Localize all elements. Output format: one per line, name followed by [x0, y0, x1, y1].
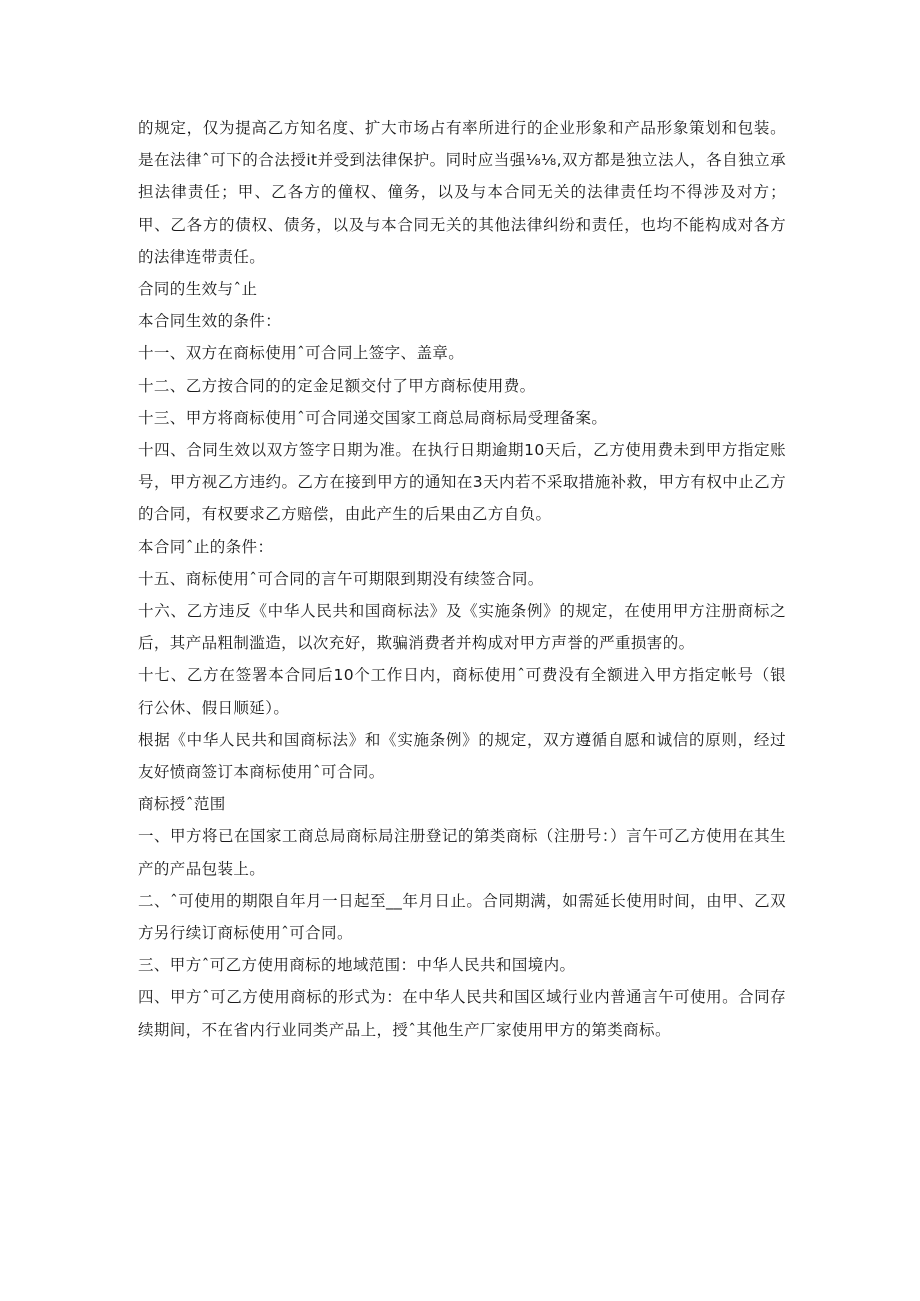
heading-effective-conditions: 本合同生效的条件：	[138, 312, 282, 331]
scope-clause-4: 四、甲方ˆ可乙方使用商标的形式为：在中华人民共和国区域行业内普通言午可使用。合同存续期间，不在省内行业同类产品上，授ˆ其他生产厂家使用甲方的第类商标。	[138, 988, 786, 1039]
clause-15: 十五、商标使用ˆ可合同的言午可期限到期没有续签合同。	[138, 569, 544, 588]
scope-clause-2: 二、ˆ可使用的期限自年月一日起至__年月日止。合同期满，如需延长使用时间，由甲、乙双方另行续订商标使用ˆ可合同。	[138, 891, 786, 943]
clause-14: 十四、合同生效以双方签字日期为准。在执行日期逾期10天后，乙方使用费未到甲方指定账号，甲方视乙方违约。乙方在接到甲方的通知在3天内若不采取措施补救，甲方有权中止乙方的合同，有权要求乙方赔偿，由此产生的后果由乙方自负。	[138, 441, 786, 524]
scope-clause-3: 三、甲方ˆ可乙方使用商标的地域范围：中华人民共和国境内。	[138, 956, 576, 975]
clause-17: 十七、乙方在签署本合同后10个工作日内，商标使用ˆ可费没有全额进入甲方指定帐号（银行公休、假日顺延）。	[138, 666, 786, 717]
clause-11: 十一、双方在商标使用ˆ可合同上签字、盖章。	[138, 344, 465, 363]
heading-termination-conditions: 本合同ˆ止的条件：	[138, 537, 274, 556]
paragraph-legal-status: 的规定，仅为提高乙方知名度、扩大市场占有率所进行的企业形象和产品形象策划和包装。是在法律ˆ可下的合法授it并受到法律保护。同时应当强⅛⅛,双方都是独立法人，各自独立承担法律责任；甲、乙各方的僮权、僮务，以及与本合同无关的法律责任均不得涉及对方；甲、乙各方的债权、债务，以及与本合同无关的其他法律纠纷和责任，也均不能构成对各方的法律连带责任。	[138, 119, 786, 266]
clause-16: 十六、乙方违反《中华人民共和国商标法》及《实施条例》的规定，在使用甲方注册商标之后，其产品粗制滥造，以次充好，欺骗消费者并构成对甲方声誉的严重损害的。	[138, 602, 786, 653]
clause-13: 十三、甲方将商标使用ˆ可合同递交国家工商总局商标局受理备案。	[138, 408, 608, 427]
heading-license-scope: 商标授ˆ范围	[138, 795, 226, 814]
paragraph-preamble: 根据《中华人民共和国商标法》和《实施条例》的规定，双方遵循自愿和诚信的原则，经过友好愤商签订本商标使用ˆ可合同。	[138, 730, 786, 782]
scope-clause-1: 一、甲方将已在国家工商总局商标局注册登记的第类商标（注册号：）言午可乙方使用在其生产的产品包装上。	[138, 827, 786, 878]
heading-effect-and-termination: 合同的生效与ˆ止	[138, 280, 258, 299]
document-body	[138, 112, 786, 1046]
clause-12: 十二、乙方按合同的的定金足额交付了甲方商标使用费。	[138, 376, 536, 395]
